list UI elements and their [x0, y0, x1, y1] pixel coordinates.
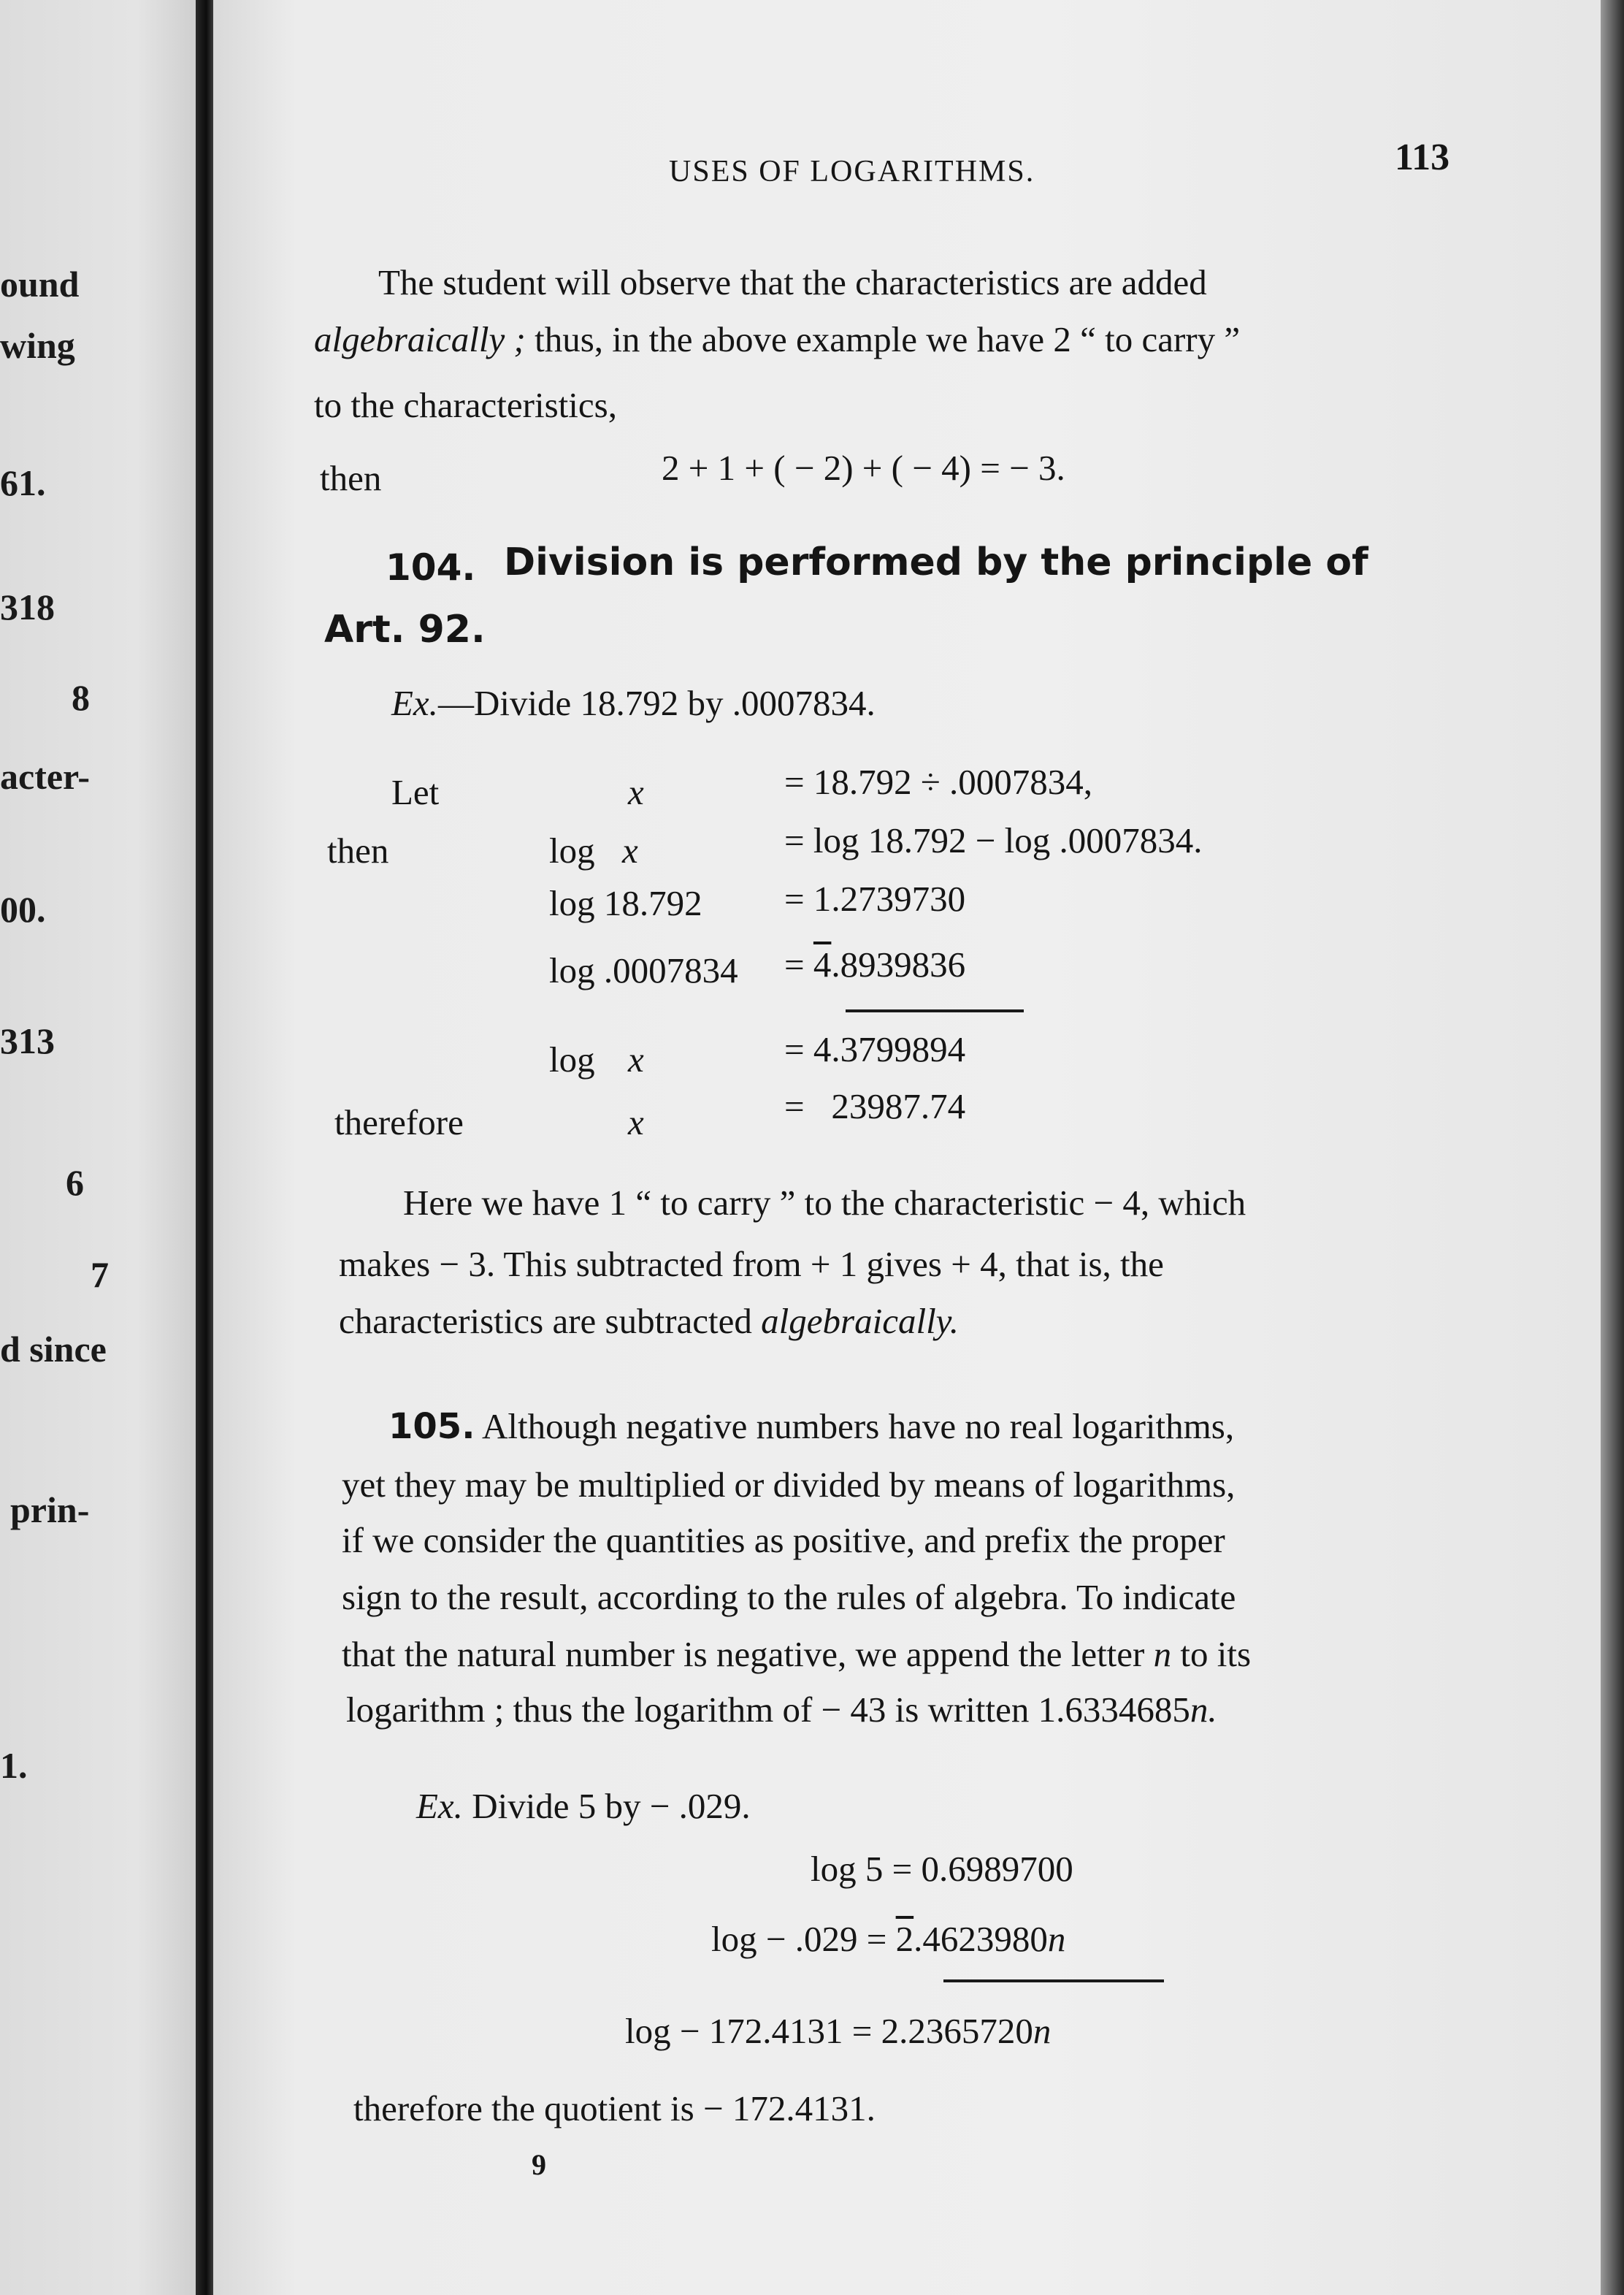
facing-page-fragment: 00.	[0, 889, 46, 930]
facing-page-fragment: acter-	[0, 756, 91, 797]
paragraph-line: sign to the result, according to the rules of algebra. To indicate	[342, 1577, 1236, 1617]
paragraph-line: makes − 3. This subtracted from + 1 gives + 4, that is, the	[339, 1244, 1164, 1284]
facing-page-fragment: 6	[66, 1162, 84, 1203]
facing-page-fragment: 1.	[0, 1745, 28, 1786]
facing-page-fragment: 8	[72, 677, 90, 718]
bar-characteristic: 2	[895, 1919, 914, 1959]
row-variable: x	[622, 830, 638, 871]
row-label: therefore	[334, 1102, 464, 1142]
facing-page-fragment: 7	[91, 1254, 109, 1295]
sum-rule	[846, 1009, 1024, 1012]
page-edge	[1601, 0, 1624, 2295]
row-variable: x	[628, 772, 644, 812]
facing-page-fragment: 313	[0, 1020, 55, 1061]
facing-page-fragment: wing	[0, 325, 75, 366]
facing-page-fragment: ound	[0, 264, 80, 305]
book-gutter	[196, 0, 213, 2295]
row-label: Let	[391, 772, 440, 812]
equation: log − .029 = 2.4623980n	[711, 1919, 1066, 1959]
conclusion-line: therefore the quotient is − 172.4131.	[353, 2088, 876, 2128]
page-number: 113	[1395, 137, 1450, 178]
equation: log 5 = 0.6989700	[811, 1849, 1073, 1889]
row-label: then	[327, 830, 389, 871]
paragraph-line: characteristics are subtracted algebraically.	[339, 1301, 959, 1341]
example-label: Ex.	[391, 683, 438, 723]
paragraph-line: if we consider the quantities as positive, and prefix the proper	[342, 1520, 1225, 1560]
row-lhs: log	[549, 1039, 595, 1080]
bar-characteristic: 4	[813, 944, 832, 985]
sum-rule	[943, 1979, 1164, 1982]
paragraph-line: to the characteristics,	[314, 385, 617, 425]
paragraph-line: 105. Although negative numbers have no real logarithms,	[388, 1406, 1235, 1447]
row-value: = 18.792 ÷ .0007834,	[784, 762, 1093, 802]
equation-label: then	[320, 458, 382, 498]
article-heading: Art. 92.	[324, 608, 486, 652]
paragraph-line: Here we have 1 “ to carry ” to the characteristic − 4, which	[403, 1183, 1246, 1223]
running-title: USES OF LOGARITHMS.	[669, 155, 1035, 188]
equation: log − 172.4131 = 2.2365720n	[625, 2011, 1052, 2051]
row-lhs: log .0007834	[549, 950, 738, 990]
article-number: 105.	[388, 1406, 475, 1447]
equation: 2 + 1 + ( − 2) + ( − 4) = − 3.	[662, 448, 1065, 488]
row-value: = 1.2739730	[784, 879, 966, 919]
example-label: Ex.	[416, 1786, 463, 1826]
row-lhs: log	[549, 830, 595, 871]
paragraph-line: that the natural number is negative, we append the letter n to its	[342, 1634, 1252, 1674]
paragraph-line: yet they may be multiplied or divided by means of logarithms,	[342, 1465, 1236, 1505]
row-value: = 4.8939836	[784, 944, 966, 985]
book-page	[213, 0, 1601, 2295]
facing-page-fragment: 61.	[0, 462, 46, 503]
row-value: = 4.3799894	[784, 1029, 966, 1069]
row-value: = log 18.792 − log .0007834.	[784, 820, 1203, 860]
row-variable: x	[628, 1039, 644, 1080]
row-value: = 23987.74	[784, 1086, 966, 1126]
article-number: 104.	[386, 546, 476, 589]
row-variable: x	[628, 1102, 644, 1142]
facing-page-fragment: 318	[0, 587, 55, 627]
paragraph-line: algebraically ; thus, in the above example we have 2 “ to carry ”	[314, 319, 1241, 359]
facing-page	[0, 0, 196, 2295]
emphasis: algebraically ;	[314, 319, 526, 359]
example-line: Ex.—Divide 18.792 by .0007834.	[391, 683, 876, 723]
paragraph-line: The student will observe that the characteristics are added	[378, 262, 1207, 302]
facing-page-fragment: d since	[0, 1329, 107, 1370]
article-heading: Division is performed by the principle of	[504, 541, 1368, 584]
row-lhs: log 18.792	[549, 883, 702, 923]
example-line: Ex. Divide 5 by − .029.	[416, 1786, 751, 1826]
paragraph-line: logarithm ; thus the logarithm of − 43 is written 1.6334685n.	[346, 1689, 1217, 1730]
signature-mark: 9	[532, 2148, 546, 2181]
emphasis: algebraically.	[761, 1301, 959, 1341]
facing-page-fragment: prin-	[10, 1489, 90, 1530]
